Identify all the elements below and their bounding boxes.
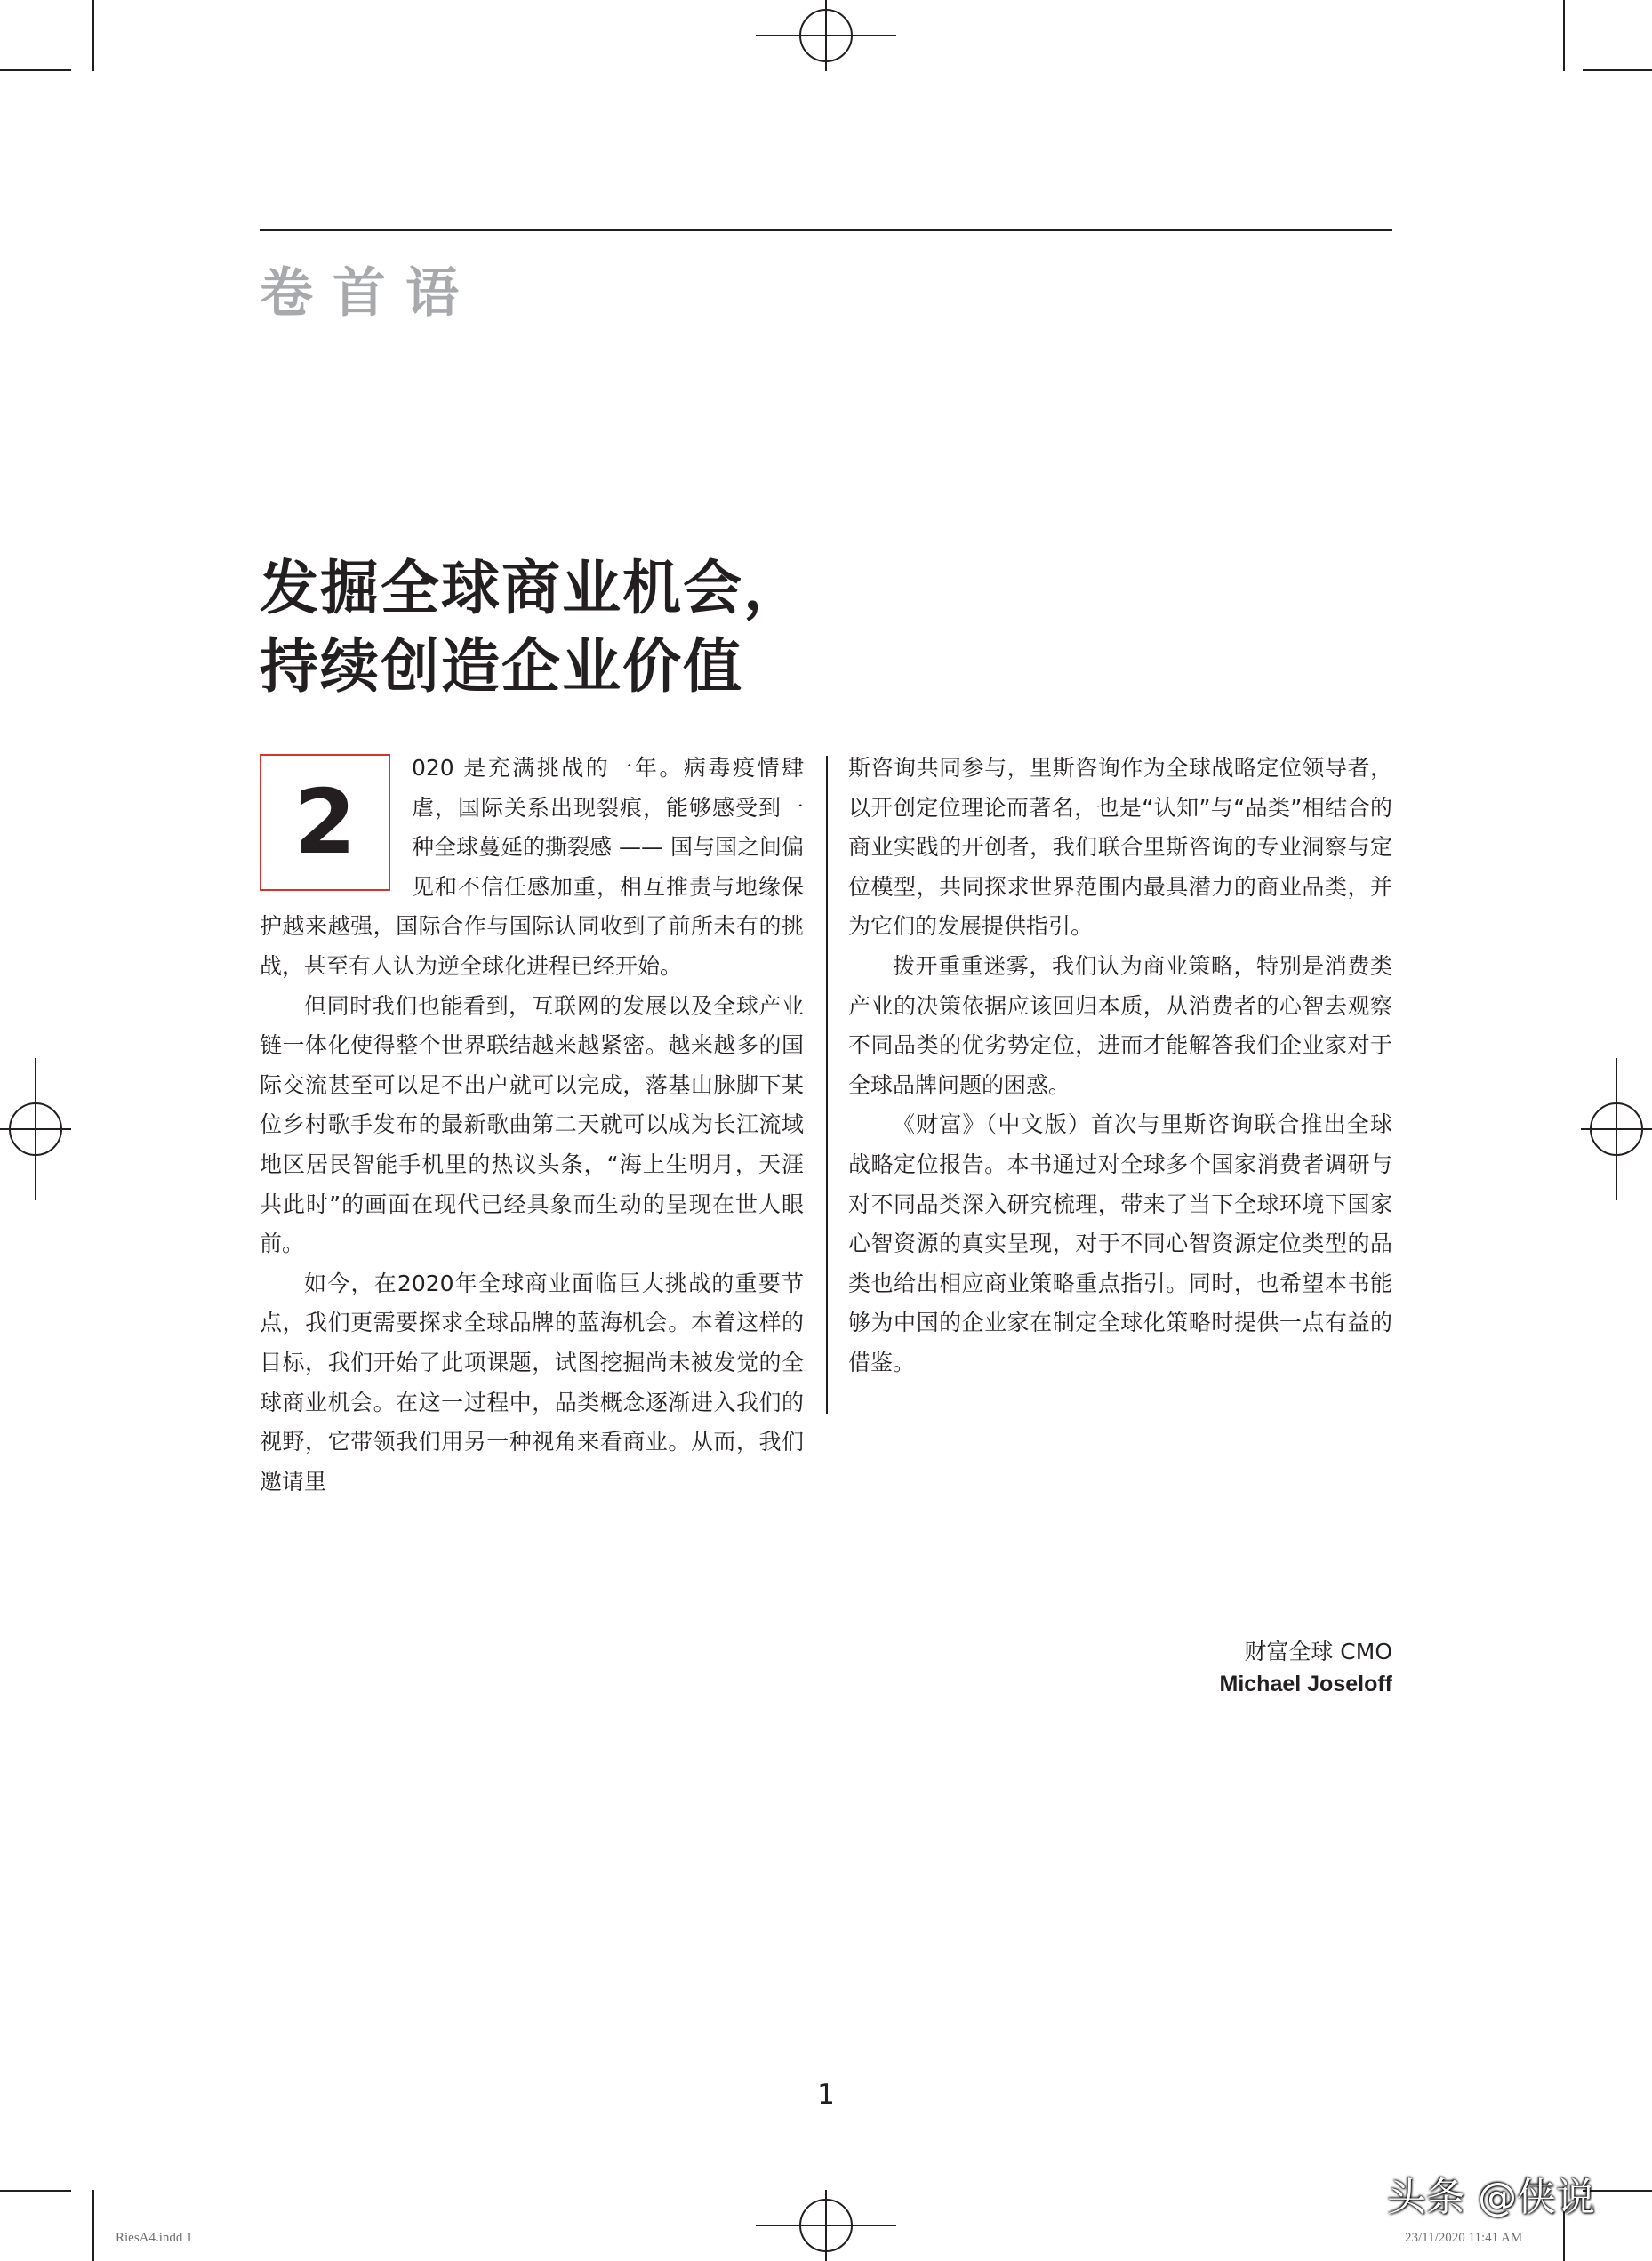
top-rule <box>260 229 1392 231</box>
signature-name: Michael Joseloff <box>1219 1672 1392 1696</box>
crop-mark <box>92 2190 94 2261</box>
column-divider <box>826 756 828 1414</box>
crop-mark <box>0 2190 71 2192</box>
paragraph: 斯咨询共同参与，里斯咨询作为全球战略定位领导者，以开创定位理论而著名，也是“认知”与“品类”相结合的商业实践的开创者，我们联合里斯咨询的专业洞察与定位模型，共同探求世界范围内最具潜力的商业品类，并为它们的发展提供指引。 <box>848 755 1392 940</box>
signature-role: 财富全球 CMO <box>1244 1639 1392 1664</box>
section-title: 卷首语 <box>260 262 478 325</box>
headline-line-1: 发掘全球商业机会， <box>260 554 804 622</box>
paragraph: 但同时我们也能看到，互联网的发展以及全球产业链一体化使得整个世界联结越来越紧密。越来越多的国际交流甚至可以足不出户就可以完成，落基山脉脚下某位乡村歌手发布的最新歌曲第二天就可以成为长江流域地区居民智能手机里的热议头条，“海上生明月，天涯共此时”的画面在现代已经具象而生动的呈现在世人眼前。 <box>260 992 804 1257</box>
paragraph: 拨开重重迷雾，我们认为商业策略，特别是消费类产业的决策依据应该回归本质，从消费者的心智去观察不同品类的优劣势定位，进而才能解答我们企业家对于全球品牌问题的困惑。 <box>848 952 1392 1098</box>
crop-mark <box>0 69 71 71</box>
registration-crosshair <box>825 2190 827 2261</box>
left-column <box>260 749 804 1495</box>
paragraph-text: 020 是充满挑战的一年。病毒疫情肆虐，国际关系出现裂痕，能够感受到一种全球蔓延的撕裂感 —— 国与国之间偏见和不信任感加重，相互推责与地缘保护越来越强，国际合作与国际认同收到了前所未有的挑战，甚至有人认为逆全球化进程已经开始。 <box>260 755 804 979</box>
slug-filename: RiesA4.indd 1 <box>116 2231 193 2245</box>
crop-mark <box>92 0 94 71</box>
paragraph: 如今，在2020年全球商业面临巨大挑战的重要节点，我们更需要探求全球品牌的蓝海机会。本着这样的目标，我们开始了此项课题，试图挖掘尚未被发觉的全球商业机会。在这一过程中，品类概念逐渐进入我们的视野，它带领我们用另一种视角来看商业。从而，我们邀请里 <box>260 1270 804 1495</box>
right-column <box>848 749 1392 1383</box>
drop-cap: 2 <box>260 754 390 891</box>
headline-line-2: 持续创造企业价值 <box>260 632 743 701</box>
registration-crosshair <box>35 1058 36 1200</box>
paragraph: 《财富》（中文版）首次与里斯咨询联合推出全球战略定位报告。本书通过对全球多个国家消费者调研与对不同品类深入研究梳理，带来了当下全球环境下国家心智资源的真实呈现，对于不同心智资源定位类型的品类也给出相应商业策略重点指引。同时，也希望本书能够为中国的企业家在制定全球化策略时提供一点有益的借鉴。 <box>848 1111 1392 1375</box>
paragraph <box>260 749 804 987</box>
headline <box>260 549 804 706</box>
watermark: 头条 @侠说 <box>1387 2175 1595 2220</box>
registration-crosshair <box>1616 1058 1617 1200</box>
page-number: 1 <box>817 2079 835 2111</box>
crop-mark <box>1583 69 1652 71</box>
crop-mark <box>1563 0 1565 71</box>
slug-date: 23/11/2020 11:41 AM <box>1405 2231 1523 2245</box>
registration-crosshair <box>825 0 827 71</box>
signature <box>1220 1636 1393 1700</box>
